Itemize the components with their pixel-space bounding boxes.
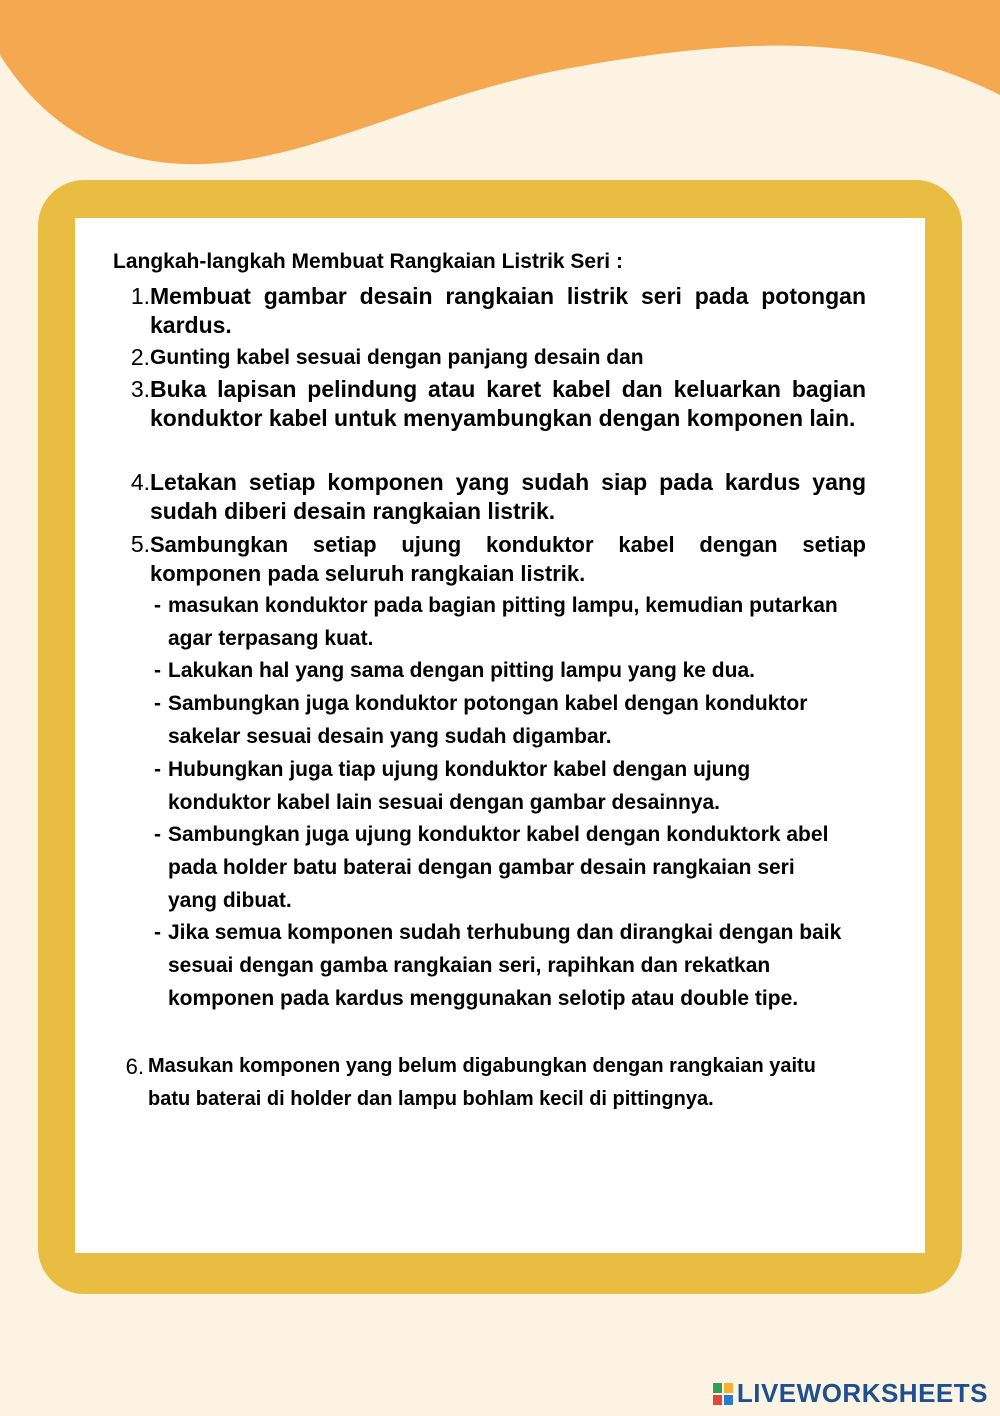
step-number: 5. (130, 531, 150, 557)
bullet-dash: - (154, 594, 161, 617)
step-number: 3. (130, 376, 150, 402)
substep-item (154, 654, 854, 687)
page-title: Langkah-langkah Membuat Rangkaian Listrik Seri : (113, 250, 623, 273)
substep-item (154, 753, 844, 819)
substep-item (154, 916, 854, 1015)
substep-item (154, 687, 834, 753)
step-item (128, 468, 866, 526)
step-number: 6. (125, 1054, 144, 1079)
step-text: Gunting kabel sesuai dengan panjang desain dan (150, 346, 644, 369)
bullet-dash: - (154, 823, 161, 846)
step-text: Letakan setiap komponen yang sudah siap pada kardus yang sudah diberi desain rangkaian listrik. (150, 469, 866, 524)
bullet-dash: - (154, 758, 161, 781)
bullet-dash: - (154, 692, 161, 715)
step-number: 2. (130, 344, 150, 370)
substep-text: Sambungkan juga ujung konduktor kabel dengan konduktork abel pada holder batu baterai dengan gambar desain rangkaian seri yang dibuat. (168, 823, 829, 912)
step-item (128, 343, 866, 372)
liveworksheets-brand (713, 1378, 988, 1409)
brand-name: LIVEWORKSHEETS (736, 1378, 988, 1408)
step-text: Buka lapisan pelindung atau karet kabel dan keluarkan bagian konduktor kabel untuk menyambungkan dengan komponen lain. (150, 376, 866, 431)
step-item (128, 282, 866, 340)
step-number: 4. (130, 469, 150, 495)
step-text: Membuat gambar desain rangkaian listrik seri pada potongan kardus. (150, 283, 866, 338)
bullet-dash: - (154, 659, 161, 682)
decorative-wave (0, 0, 1000, 180)
step-item (128, 375, 866, 433)
step-item (120, 1050, 840, 1116)
substep-text: Hubungkan juga tiap ujung konduktor kabel dengan ujung konduktor kabel lain sesuai dengan gambar desainnya. (168, 758, 751, 814)
substep-text: Lakukan hal yang sama dengan pitting lampu yang ke dua. (168, 659, 755, 682)
step-text: Sambungkan setiap ujung konduktor kabel dengan setiap komponen pada seluruh rangkaian listrik. (150, 532, 866, 586)
step-number: 1. (130, 283, 150, 309)
substep-text: Jika semua komponen sudah terhubung dan dirangkai dengan baik sesuai dengan gamba rangkaian seri, rapihkan dan rekatkan komponen pada kardus menggunakan selotip atau double tipe. (168, 921, 842, 1010)
step-text: Masukan komponen yang belum digabungkan dengan rangkaian yaitu batu baterai di holder dan lampu bohlam kecil di pittingnya. (148, 1055, 816, 1110)
bullet-dash: - (154, 921, 161, 944)
substep-text: masukan konduktor pada bagian pitting lampu, kemudian putarkan agar terpasang kuat. (168, 594, 838, 650)
substep-text: Sambungkan juga konduktor potongan kabel dengan konduktor sakelar sesuai desain yang sudah digambar. (168, 692, 808, 748)
step-item (128, 530, 866, 588)
substep-item (154, 818, 844, 917)
liveworksheets-logo-icon (713, 1383, 733, 1405)
substep-item (154, 589, 844, 655)
